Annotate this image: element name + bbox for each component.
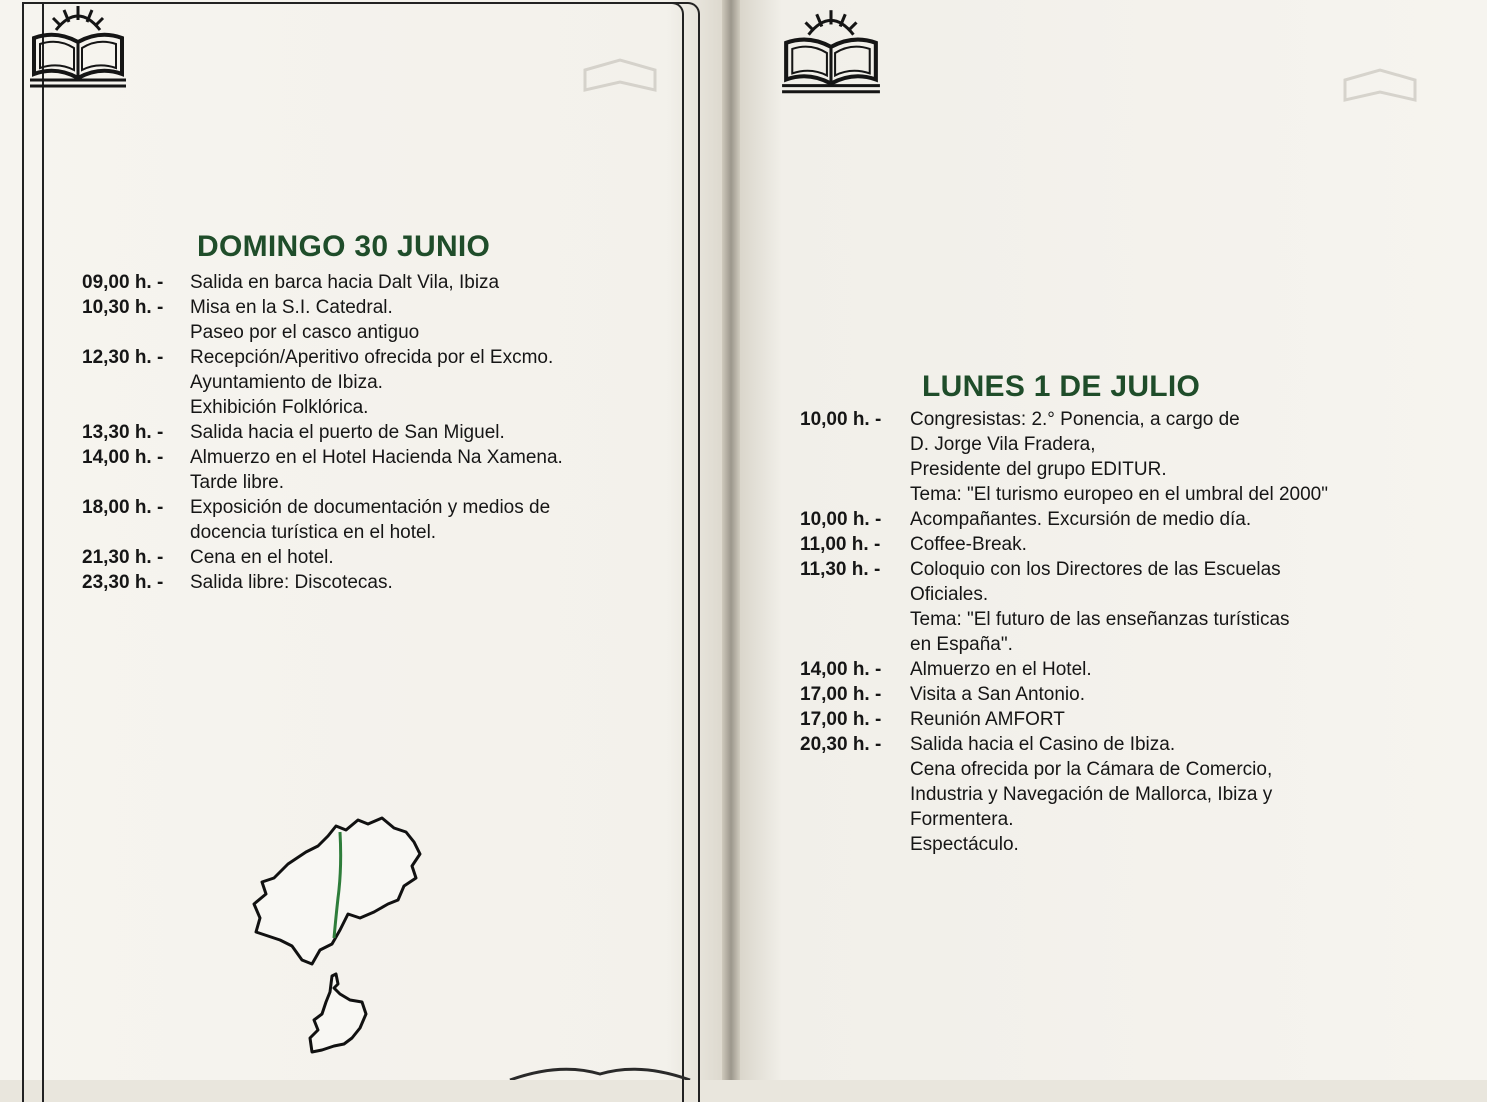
event-line: Salida en barca hacia Dalt Vila, Ibiza: [190, 272, 500, 293]
event-time: 13,30 h. -: [82, 422, 164, 443]
list-item: [82, 495, 642, 545]
event-time: 12,30 h. -: [82, 347, 164, 368]
event-line: D. Jorge Vila Fradera,: [910, 434, 1096, 455]
event-line: Oficiales.: [910, 584, 989, 605]
list-item: [800, 707, 1360, 732]
event-line: Reunión AMFORT: [910, 709, 1065, 730]
list-item: [800, 532, 1360, 557]
event-line: Visita a San Antonio.: [910, 684, 1085, 705]
event-time: 10,00 h. -: [800, 409, 882, 430]
day-title-sunday: DOMINGO 30 JUNIO: [197, 230, 491, 263]
event-time: 23,30 h. -: [82, 572, 164, 593]
event-line: Misa en la S.I. Catedral.: [190, 297, 393, 318]
event-time: 14,00 h. -: [800, 659, 882, 680]
event-line: Formentera.: [910, 809, 1014, 830]
list-item: [82, 445, 642, 495]
event-time: 10,30 h. -: [82, 297, 164, 318]
event-line: Almuerzo en el Hotel.: [910, 659, 1092, 680]
event-time: 09,00 h. -: [82, 272, 164, 293]
event-line: docencia turística en el hotel.: [190, 522, 437, 543]
event-line: Paseo por el casco antiguo: [190, 322, 420, 343]
ibiza-map-icon: [248, 808, 428, 968]
list-item: [82, 570, 642, 595]
book-sun-logo-icon: [26, 4, 130, 92]
event-time: 11,00 h. -: [800, 534, 881, 555]
list-item: [82, 420, 642, 445]
event-line: Almuerzo en el Hotel Hacienda Na Xamena.: [190, 447, 563, 468]
event-line: Presidente del grupo EDITUR.: [910, 459, 1167, 480]
list-item: [800, 657, 1360, 682]
event-line: Salida hacia el Casino de Ibiza.: [910, 734, 1176, 755]
event-line: en España".: [910, 634, 1013, 655]
event-line: Exposición de documentación y medios de: [190, 497, 551, 518]
event-time: 11,30 h. -: [800, 559, 881, 580]
list-item: [800, 682, 1360, 707]
list-item: [82, 545, 642, 570]
list-item: [800, 557, 1360, 657]
event-time: 17,00 h. -: [800, 684, 882, 705]
event-line: Coloquio con los Directores de las Escuelas: [910, 559, 1281, 580]
event-time: 21,30 h. -: [82, 547, 164, 568]
event-time: 18,00 h. -: [82, 497, 164, 518]
list-item: [800, 507, 1360, 532]
event-time: 20,30 h. -: [800, 734, 882, 755]
list-item: [800, 407, 1360, 507]
event-line: Exhibición Folklórica.: [190, 397, 369, 418]
book-sun-logo-icon: [778, 6, 884, 100]
book-gutter: [722, 0, 740, 1080]
event-time: 17,00 h. -: [800, 709, 882, 730]
day-title-monday: LUNES 1 DE JULIO: [922, 370, 1201, 403]
event-line: Congresistas: 2.° Ponencia, a cargo de: [910, 409, 1240, 430]
event-line: Tarde libre.: [190, 472, 284, 493]
event-line: Coffee-Break.: [910, 534, 1027, 555]
list-item: [800, 732, 1360, 857]
event-line: Salida hacia el puerto de San Miguel.: [190, 422, 505, 443]
event-line: Cena ofrecida por la Cámara de Comercio,: [910, 759, 1273, 780]
formentera-map-icon: [304, 972, 374, 1054]
bottom-logo-fragment-icon: [500, 1058, 700, 1080]
event-line: Industria y Navegación de Mallorca, Ibiza y: [910, 784, 1273, 805]
event-line: Acompañantes. Excursión de medio día.: [910, 509, 1252, 530]
event-line: Tema: "El futuro de las enseñanzas turísticas: [910, 609, 1290, 630]
event-line: Recepción/Aperitivo ofrecida por el Excmo.: [190, 347, 554, 368]
event-line: Ayuntamiento de Ibiza.: [190, 372, 383, 393]
event-line: Tema: "El turismo europeo en el umbral del 2000": [910, 484, 1328, 505]
sunday-program: [82, 270, 642, 595]
list-item: [82, 295, 642, 345]
event-time: 10,00 h. -: [800, 509, 882, 530]
event-time: 14,00 h. -: [82, 447, 164, 468]
event-line: Cena en el hotel.: [190, 547, 334, 568]
event-line: Espectáculo.: [910, 834, 1019, 855]
list-item: [82, 270, 642, 295]
monday-program: [800, 407, 1360, 857]
list-item: [82, 345, 642, 420]
event-line: Salida libre: Discotecas.: [190, 572, 393, 593]
